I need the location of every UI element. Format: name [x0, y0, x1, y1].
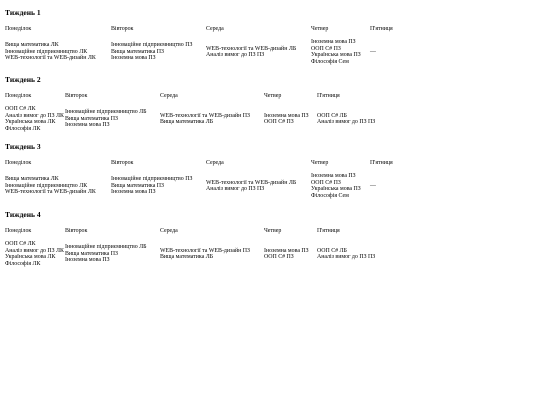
cell-tuesday	[65, 241, 160, 267]
table-row	[5, 241, 378, 267]
cell-tuesday	[111, 173, 206, 199]
day-header-tuesday: Вівторок	[64, 228, 88, 234]
class-entry: Інноваційне підприємництво ЛК	[5, 182, 88, 189]
day-header-friday: П'ятниця	[370, 160, 393, 166]
day-header-wednesday: Середа	[206, 160, 224, 166]
cell-monday	[5, 173, 111, 199]
day-header-thursday: Четвер	[263, 228, 282, 234]
cell-monday	[5, 241, 65, 267]
class-entry: Філософія ЛК	[5, 125, 41, 132]
class-entry: Українська мова ПЗ	[311, 52, 361, 59]
cell-friday	[317, 106, 378, 132]
class-entry: Аналіз вимог до ПЗ ПЗ	[206, 52, 265, 59]
class-entry: ООП C# ЛК	[5, 106, 36, 112]
week-title: Тиждень 2	[5, 75, 41, 84]
day-header-wednesday: Середа	[159, 228, 178, 234]
class-entry: ООП C# ПЗ	[263, 119, 294, 126]
class-entry: ООП C# ЛБ	[316, 247, 347, 254]
day-header-wednesday: Середа	[159, 93, 178, 99]
class-entry: Іноземна мова ПЗ	[311, 173, 356, 179]
class-entry: Аналіз вимог до ПЗ ЛК	[5, 247, 64, 254]
schedule-table	[5, 160, 411, 199]
cell-thursday	[311, 39, 370, 65]
class-entry: Аналіз вимог до ПЗ ПЗ	[206, 186, 265, 193]
class-entry: ООП C# ЛК	[5, 241, 36, 247]
class-entry: Інноваційне підприємництво ПЗ	[111, 42, 193, 49]
day-header-monday: Понеділок	[5, 26, 32, 32]
cell-wednesday	[206, 39, 311, 65]
class-entry: Вища математика ЛБ	[159, 254, 214, 261]
cell-friday	[370, 173, 411, 199]
class-entry: ООП C# ПЗ	[311, 179, 341, 186]
class-entry: WEB-технології та WEB-дизайн ЛБ	[206, 45, 297, 52]
cell-thursday	[311, 173, 370, 199]
class-entry: Аналіз вимог до ПЗ ПЗ	[316, 254, 376, 261]
schedule-table	[5, 93, 378, 132]
class-entry: Аналіз вимог до ПЗ ЛК	[5, 112, 64, 119]
class-entry: Українська мова ЛК	[5, 254, 56, 261]
day-header-tuesday: Вівторок	[64, 93, 88, 99]
day-header-tuesday: Вівторок	[111, 26, 134, 32]
class-entry: Інноваційне підприємництво ЛБ	[64, 109, 147, 116]
day-header-friday: П'ятниця	[370, 26, 393, 32]
cell-friday	[370, 39, 411, 65]
table-row	[5, 106, 378, 132]
class-entry: Українська мова ЛК	[5, 119, 56, 126]
class-entry: Вища математика ЛК	[5, 176, 59, 183]
header-row	[5, 93, 378, 106]
cell-tuesday	[65, 106, 160, 132]
day-header-wednesday: Середа	[206, 26, 224, 32]
day-header-monday: Понеділок	[5, 160, 32, 166]
class-entry: Іноземна мова ПЗ	[263, 112, 309, 119]
class-entry: WEB-технології та WEB-дизайн ЛК	[5, 55, 96, 62]
class-entry: —	[370, 48, 376, 55]
header-row	[5, 228, 378, 241]
class-entry: Філософія ЛК	[5, 260, 41, 267]
cell-friday	[317, 241, 378, 267]
class-entry: Іноземна мова ПЗ	[111, 189, 156, 196]
table-row	[5, 173, 411, 199]
class-entry: Вища математика ЛБ	[159, 119, 214, 126]
class-entry: Аналіз вимог до ПЗ ПЗ	[316, 119, 376, 126]
table-row	[5, 39, 411, 65]
day-header-friday: П'ятниця	[316, 93, 340, 99]
class-entry: Вища математика ЛК	[5, 42, 59, 49]
cell-thursday	[264, 106, 317, 132]
cell-monday	[5, 106, 65, 132]
schedule-table	[5, 26, 411, 65]
class-entry: Вища математика ПЗ	[64, 250, 118, 257]
class-entry: Українська мова ПЗ	[311, 186, 361, 193]
schedule-table	[5, 228, 378, 267]
class-entry: WEB-технології та WEB-дизайн ПЗ	[159, 112, 250, 119]
day-header-tuesday: Вівторок	[111, 160, 134, 166]
class-entry: Іноземна мова ПЗ	[64, 257, 110, 264]
class-entry: Інноваційне підприємництво ПЗ	[111, 176, 193, 183]
class-entry: Філософія Сем	[311, 58, 349, 65]
class-entry: WEB-технології та WEB-дизайн ЛБ	[206, 179, 297, 186]
week-title: Тиждень 1	[5, 8, 41, 17]
class-entry: —	[370, 182, 376, 189]
day-header-monday: Понеділок	[5, 228, 32, 234]
class-entry: Іноземна мова ПЗ	[111, 55, 156, 62]
cell-monday	[5, 39, 111, 65]
class-entry: Вища математика ПЗ	[111, 48, 164, 55]
cell-wednesday	[206, 173, 311, 199]
day-header-monday: Понеділок	[5, 93, 32, 99]
class-entry: WEB-технології та WEB-дизайн ЛК	[5, 189, 96, 196]
class-entry: WEB-технології та WEB-дизайн ПЗ	[159, 247, 250, 254]
day-header-thursday: Четвер	[311, 160, 329, 166]
class-entry: Інноваційне підприємництво ЛБ	[64, 244, 147, 251]
class-entry: Вища математика ПЗ	[111, 182, 164, 189]
day-header-friday: П'ятниця	[316, 228, 340, 234]
class-entry: Інноваційне підприємництво ЛК	[5, 48, 88, 55]
header-row	[5, 160, 411, 173]
week-title: Тиждень 4	[5, 210, 41, 219]
cell-tuesday	[111, 39, 206, 65]
class-entry: Філософія Сем	[311, 192, 349, 199]
class-entry: Вища математика ПЗ	[64, 115, 118, 122]
class-entry: Іноземна мова ПЗ	[311, 39, 356, 45]
class-entry: Іноземна мова ПЗ	[263, 247, 309, 254]
class-entry: ООП C# ПЗ	[311, 45, 341, 52]
class-entry: ООП C# ЛБ	[316, 112, 347, 119]
class-entry: Іноземна мова ПЗ	[64, 122, 110, 129]
day-header-thursday: Четвер	[311, 26, 329, 32]
class-entry: ООП C# ПЗ	[263, 254, 294, 261]
cell-thursday	[264, 241, 317, 267]
cell-wednesday	[160, 106, 264, 132]
header-row	[5, 26, 411, 39]
cell-wednesday	[160, 241, 264, 267]
week-title: Тиждень 3	[5, 142, 41, 151]
day-header-thursday: Четвер	[263, 93, 282, 99]
